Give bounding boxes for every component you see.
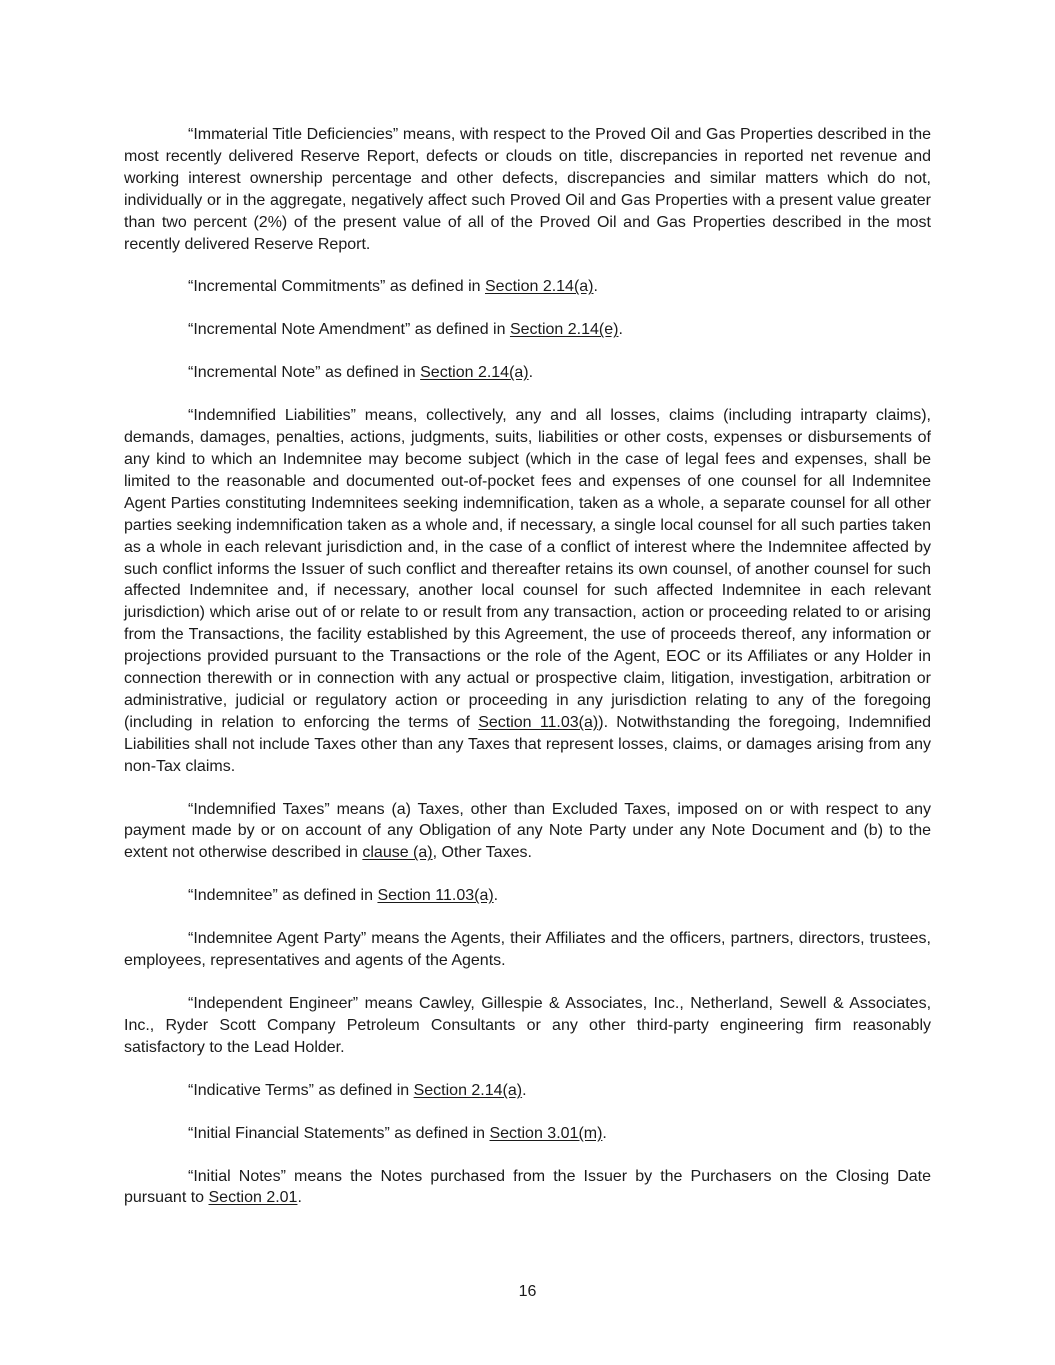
- definition-incremental-commitments: [124, 276, 931, 298]
- defined-term: “Initial Notes”: [188, 1167, 286, 1185]
- definition-text-end: .: [522, 1081, 527, 1099]
- section-reference: Section 2.14(a): [420, 364, 529, 382]
- definition-incremental-note-amendment: [124, 319, 931, 341]
- section-reference: Section 11.03(a): [377, 887, 494, 905]
- definition-text: means the Agents, their Affiliates and the officers, partners, directors, trustees, employees, representatives and agents of the Agents.: [124, 930, 932, 970]
- section-reference: Section 3.01(m): [489, 1124, 603, 1142]
- defined-term: “Indemnified Taxes”: [188, 800, 330, 818]
- defined-term: “Indicative Terms”: [188, 1081, 314, 1099]
- definition-text-end: .: [593, 278, 598, 296]
- definition-text: means Cawley, Gillespie & Associates, Inc., Netherland, Sewell & Associates, Inc., Ryder Scott Company Petroleum Consultants or any other third-party engineering firm reasonably satisfactory to the Lead Holder.: [124, 995, 932, 1056]
- definition-text: as defined in: [385, 278, 485, 296]
- definition-text: means, with respect to the Proved Oil and Gas Properties described in the most recently delivered Reserve Report, defects or clouds on title, discrepancies in reported net revenue and working interest ownership percentage and other defects, discrepancies and similar matters which do not, individually or in the aggregate, negatively affect such Proved Oil and Gas Properties with a present value greater than two percent (2%) of the present value of all of the Proved Oil and Gas Properties described in the most recently delivered Reserve Report.: [124, 126, 932, 253]
- definition-text: as defined in: [320, 364, 421, 382]
- definition-independent-engineer: [124, 993, 931, 1059]
- definition-initial-notes: [124, 1166, 931, 1210]
- definition-text-end: .: [528, 364, 534, 382]
- defined-term: “Incremental Commitments”: [188, 278, 386, 296]
- defined-term: “Indemnified Liabilities”: [188, 407, 356, 425]
- definition-text: means (a) Taxes, other than Excluded Taxes, imposed on or with respect to any payment made by or on account of any Obligation of any Note Party under any Note Document and (b) to the extent not otherwise described in: [124, 800, 932, 862]
- section-reference: Section 11.03(a): [478, 713, 599, 731]
- definition-immaterial-title-deficiencies: [124, 124, 931, 255]
- definition-incremental-note: [124, 362, 931, 384]
- definition-text: means, collectively, any and all losses, claims (including intraparty claims), demands, damages, penalties, actions, judgments, suits, liabilities or other costs, expenses or disbursements of any kind to which an Indemnitee may become subject (which in the case of legal fees and expenses, shall be limited to the reasonable and documented out-of-pocket fees and expenses of one counsel for all Indemnitee Agent Parties constituting Indemnitees seeking indemnification, taken as a whole, a separate counsel for all other parties seeking indemnification taken as a whole and, if necessary, a single local counsel for all such parties taken as a whole in each relevant jurisdiction and, in the case of a conflict of interest where the Indemnitee affected by such conflict informs the Issuer of such conflict and thereafter retains its own counsel, of another counsel for such affected Indemnitee and, if necessary, another local counsel for such affected Indemnitee in each relevant jurisdiction) which arise out of or relate to or result from any transaction, action or proceeding related to or arising from the Transactions, the facility established by this Agreement, the use of proceeds thereof, any information or projections provided pursuant to the Transactions or the role of the Agent, EOC or its Affiliates or any Holder in connection therewith or in connection with any actual or prospective claim, litigation, investigation, arbitration or administrative, judicial or regulatory action or proceeding in any jurisdiction relating to any of the foregoing (including in relation to enforcing the terms of: [124, 407, 931, 731]
- clause-reference: clause (a): [362, 844, 433, 862]
- section-reference: Section 2.14(a): [485, 278, 594, 296]
- definition-initial-financial-statements: [124, 1123, 931, 1145]
- section-reference: Section 2.14(e): [509, 321, 619, 339]
- defined-term: “Indemnitee Agent Party”: [188, 930, 367, 948]
- defined-term: “Indemnitee”: [188, 887, 278, 905]
- defined-term: “Incremental Note”: [188, 364, 321, 382]
- definition-indicative-terms: [124, 1080, 931, 1102]
- definition-text: means the Notes purchased from the Issuer by the Purchasers on the Closing Date pursuant to: [124, 1167, 932, 1207]
- definition-text: as defined in: [410, 321, 510, 339]
- defined-term: “Incremental Note Amendment”: [188, 321, 411, 339]
- section-reference: Section 2.14(a): [413, 1081, 523, 1099]
- definition-text: as defined in: [313, 1081, 414, 1099]
- definition-text-end: .: [297, 1189, 302, 1207]
- defined-term: “Initial Financial Statements”: [188, 1124, 390, 1142]
- page-number: 16: [518, 1283, 537, 1300]
- definition-text-end: .: [618, 321, 623, 339]
- definition-text-end: , Other Taxes.: [432, 844, 532, 862]
- defined-term: “Immaterial Title Deficiencies”: [188, 126, 399, 143]
- defined-term: “Independent Engineer”: [188, 995, 359, 1012]
- definition-indemnitee: [124, 885, 931, 907]
- section-reference: Section 2.01: [208, 1189, 298, 1207]
- definition-indemnified-liabilities: [124, 405, 931, 777]
- definition-indemnified-taxes: [124, 799, 931, 865]
- definition-indemnitee-agent-party: [124, 928, 931, 972]
- document-page: [124, 124, 931, 1230]
- definition-text-end: ). Notwithstanding the foregoing, Indemnified Liabilities shall not include Taxes other than any Taxes that represent losses, claims, or damages arising from any non-Tax claims.: [124, 713, 931, 775]
- definition-text-end: .: [493, 887, 499, 905]
- definition-text-end: .: [602, 1124, 607, 1142]
- definition-text: as defined in: [277, 887, 378, 905]
- definition-text: as defined in: [389, 1124, 490, 1142]
